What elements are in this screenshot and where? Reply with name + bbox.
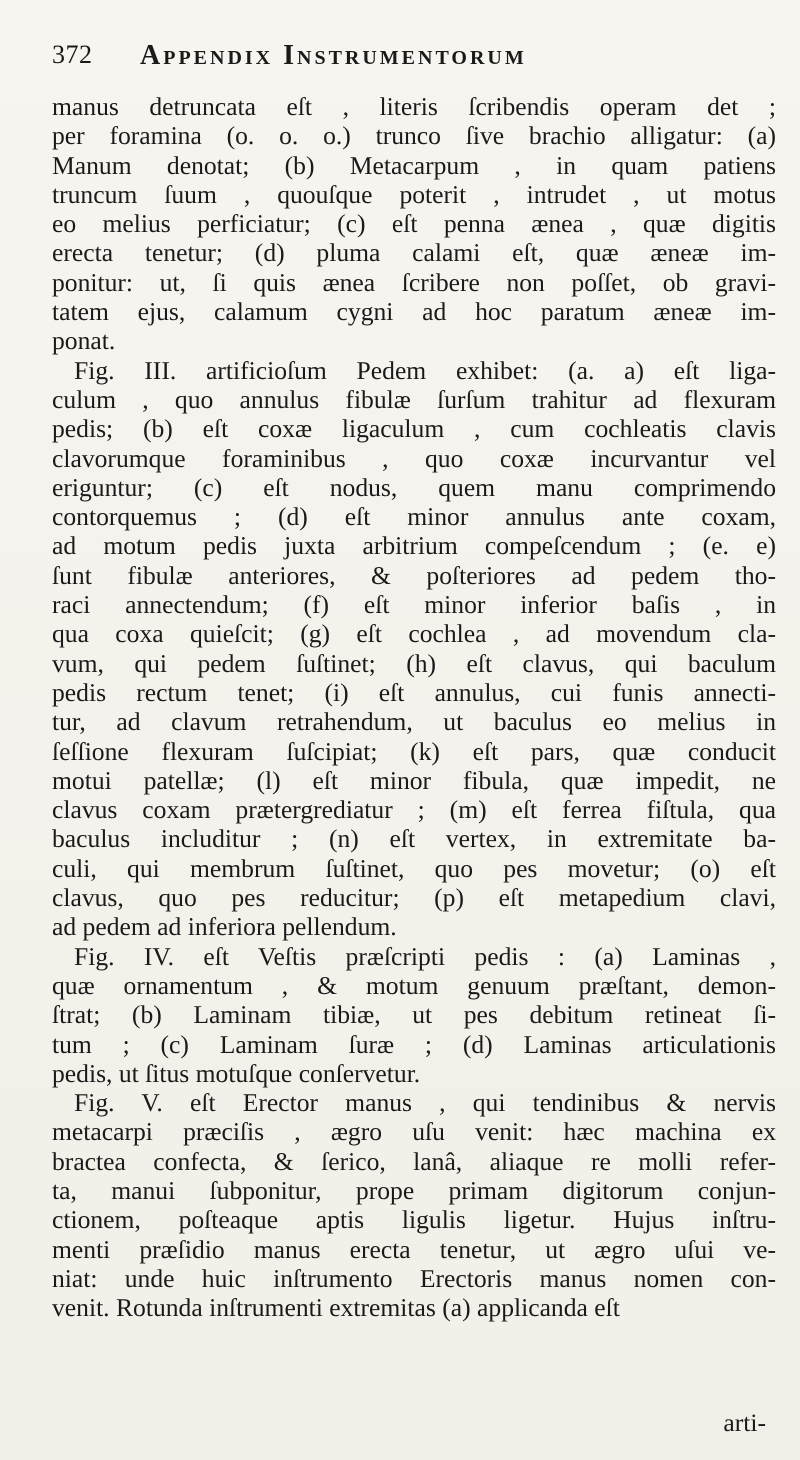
text-line: menti præſidio manus erecta tenetur, ut ægro uſui ve- <box>52 1234 776 1264</box>
text-line: ſtrat; (b) Laminam tibiæ, ut pes debitum retineat ſi- <box>52 1000 776 1030</box>
text-line: ponitur: ut, ſi quis ænea ſcribere non poſſet, ob gravi- <box>52 267 776 297</box>
text-line: eriguntur; (c) eſt nodus, quem manu comprimendo <box>52 472 776 502</box>
text-line: culi, qui membrum ſuſtinet, quo pes movetur; (o) eſt <box>52 853 776 883</box>
text-line: tum ; (c) Laminam ſuræ ; (d) Laminas articulationis <box>52 1029 776 1059</box>
text-line: truncum ſuum , quouſque poterit , intrudet , ut motus <box>52 179 776 209</box>
text-line: vum, qui pedem ſuſtinet; (h) eſt clavus, qui baculum <box>52 648 776 678</box>
text-line: baculus includitur ; (n) eſt vertex, in extremitate ba- <box>52 824 776 854</box>
paragraph <box>52 356 776 942</box>
paragraph <box>52 942 776 1088</box>
paragraph <box>52 1088 776 1322</box>
text-line: clavus coxam prætergrediatur ; (m) eſt ferrea fiſtula, qua <box>52 795 776 825</box>
text-line: niat: unde huic inſtrumento Erectoris manus nomen con- <box>52 1263 776 1293</box>
text-line: pedis, ut ſitus motuſque conſervetur. <box>52 1058 421 1088</box>
text-line: pedis; (b) eſt coxæ ligaculum , cum cochleatis clavis <box>52 414 776 444</box>
body-text <box>52 92 776 1322</box>
text-line: metacarpi præciſis , ægro uſu venit: hæc machina ex <box>52 1117 776 1147</box>
text-line: contorquemus ; (d) eſt minor annulus ante coxam, <box>52 502 776 532</box>
text-line: ſeſſione flexuram ſuſcipiat; (k) eſt pars, quæ conducit <box>52 736 776 766</box>
text-line: Fig. III. artificioſum Pedem exhibet: (a. a) eſt liga- <box>74 355 776 385</box>
text-line: Manum denotat; (b) Metacarpum , in quam patiens <box>52 150 776 180</box>
text-line: ta, manui ſubponitur, prope primam digitorum conjun- <box>52 1175 776 1205</box>
text-line: ſunt fibulæ anteriores, & poſteriores ad pedem tho- <box>52 560 776 590</box>
text-line: pedis rectum tenet; (i) eſt annulus, cui funis annecti- <box>52 677 776 707</box>
text-line: ad motum pedis juxta arbitrium compeſcendum ; (e. e) <box>52 531 776 561</box>
text-line: manus detruncata eſt , literis ſcribendis operam det ; <box>52 92 776 121</box>
text-line: eo melius perficiatur; (c) eſt penna ænea , quæ digitis <box>52 209 776 239</box>
text-line: clavus, quo pes reducitur; (p) eſt metapedium clavi, <box>52 883 776 913</box>
running-title: Appendix Instrumentorum <box>140 40 527 71</box>
text-line: Fig. IV. eſt Veſtis præſcripti pedis : (a) Laminas , <box>74 941 776 971</box>
text-line: ad pedem ad inferiora pellendum. <box>52 912 397 942</box>
text-line: ctionem, poſteaque aptis ligulis ligetur. Hujus inſtru- <box>52 1205 776 1235</box>
page-header <box>52 40 760 80</box>
text-line: clavorumque foraminibus , quo coxæ incurvantur vel <box>52 443 776 473</box>
text-line: bractea confecta, & ſerico, lanâ, aliaque re molli refer- <box>52 1146 776 1176</box>
text-line: tur, ad clavum retrahendum, ut baculus eo melius in <box>52 707 776 737</box>
text-line: tatem ejus, calamum cygni ad hoc paratum æneæ im- <box>52 297 776 327</box>
catchword: arti- <box>723 1408 766 1437</box>
text-line: quæ ornamentum , & motum genuum præſtant, demon- <box>52 970 776 1000</box>
text-line: venit. Rotunda inſtrumenti extremitas (a) applicanda eſt <box>52 1293 620 1323</box>
text-line: culum , quo annulus fibulæ ſurſum trahitur ad flexuram <box>52 384 776 414</box>
text-line: motui patellæ; (l) eſt minor fibula, quæ impedit, ne <box>52 765 776 795</box>
text-line: per foramina (o. o. o.) trunco ſive brachio alligatur: (a) <box>52 121 776 151</box>
paragraph <box>52 92 776 356</box>
page-number: 372 <box>52 40 93 69</box>
text-line: Fig. V. eſt Erector manus , qui tendinibus & nervis <box>74 1088 776 1118</box>
text-line: erecta tenetur; (d) pluma calami eſt, quæ æneæ im- <box>52 238 776 268</box>
text-line: qua coxa quieſcit; (g) eſt cochlea , ad movendum cla- <box>52 619 776 649</box>
text-line: ponat. <box>52 326 116 356</box>
text-line: raci annectendum; (f) eſt minor inferior baſis , in <box>52 590 776 620</box>
